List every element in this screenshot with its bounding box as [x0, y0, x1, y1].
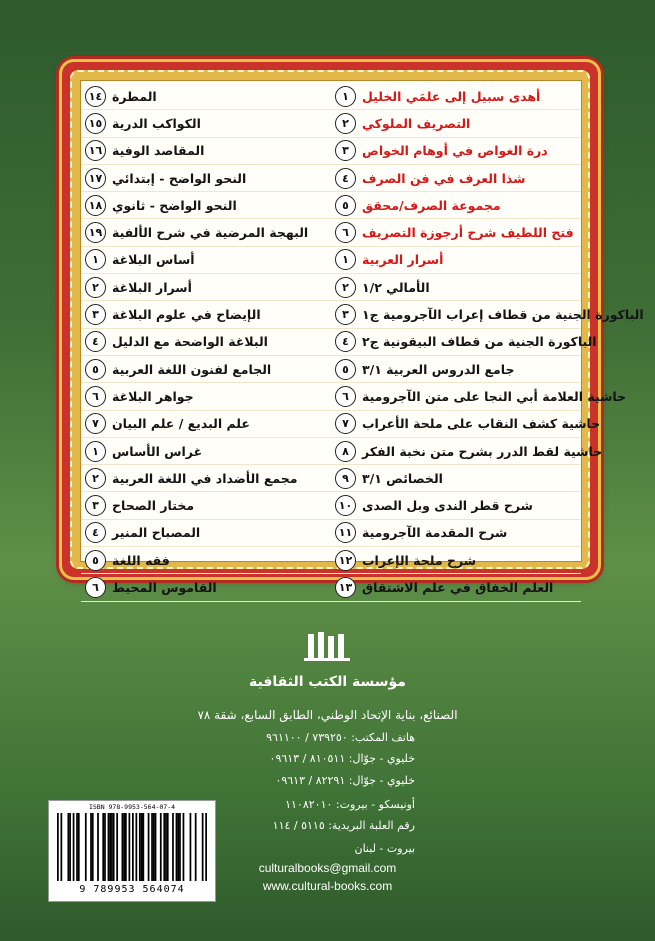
- mobile-phone-1: خليوي - جوّال: ٨١٠٥١١ / ٠٩٦١٣: [269, 752, 415, 765]
- book-title: الخصائص ٣/١: [362, 470, 443, 486]
- book-number-badge: ٦: [335, 386, 356, 407]
- book-number-badge: ٥: [85, 359, 106, 380]
- mobile-phone-2: خليوي - جوّال: ٨٢٢٩١ / ٠٩٦١٣: [275, 774, 415, 787]
- book-title: المصباح المنير: [112, 525, 201, 541]
- book-number-badge: ٩: [335, 468, 356, 489]
- book-title: جواهر البلاغة: [112, 388, 194, 404]
- publisher-name: مؤسسة الكتب الثقافية: [249, 674, 406, 690]
- book-row: [331, 574, 581, 601]
- book-title: العلم الخفاق في علم الاشتقاق: [362, 579, 554, 595]
- book-title: علم البديع / علم البيان: [112, 416, 250, 432]
- book-title: أساس البلاغة: [112, 252, 195, 268]
- book-row: [81, 520, 331, 547]
- book-row: [81, 219, 331, 246]
- book-number-badge: ٦: [85, 386, 106, 407]
- book-title: البهجة المرضية في شرح الألفية: [112, 225, 309, 241]
- book-number-badge: ١٥: [85, 113, 106, 134]
- book-number-badge: ٥: [335, 359, 356, 380]
- website-link[interactable]: www.cultural-books.com: [262, 879, 393, 893]
- email-address[interactable]: culturalbooks@gmail.com: [258, 861, 397, 875]
- book-row: [331, 547, 581, 574]
- book-title: جامع الدروس العربية ٣/١: [362, 361, 515, 377]
- book-title: مجموعة الصرف/محقق: [362, 197, 501, 213]
- book-row: [81, 492, 331, 519]
- book-title: غراس الأساس: [112, 443, 203, 459]
- book-number-badge: ١٤: [85, 86, 106, 107]
- book-row: [81, 356, 331, 383]
- book-row: [331, 383, 627, 410]
- barcode-bars: [57, 813, 207, 881]
- book-row: [81, 247, 331, 274]
- book-row: [81, 110, 331, 137]
- book-number-badge: ٣: [335, 140, 356, 161]
- book-title: المقاصد الوفية: [112, 143, 205, 159]
- book-title: البلاغة الواضحة مع الدليل: [112, 334, 268, 350]
- book-title: حاشية كشف النقاب على ملحة الأعراب: [362, 416, 601, 432]
- book-row: [81, 574, 331, 601]
- book-title: الأمالي ١/٢: [362, 279, 430, 295]
- book-number-badge: ٤: [335, 168, 356, 189]
- book-number-badge: ١٢: [335, 550, 356, 571]
- barcode: [48, 800, 216, 902]
- book-row: [81, 438, 331, 465]
- book-number-badge: ١١: [335, 522, 356, 543]
- left-book-column: [81, 83, 331, 602]
- book-row: [331, 356, 581, 383]
- book-number-badge: ١٦: [85, 140, 106, 161]
- book-title: أسرار البلاغة: [112, 279, 192, 295]
- book-number-badge: ٣: [85, 304, 106, 325]
- book-number-badge: ٦: [85, 577, 106, 598]
- office-phone: هاتف المكتب: ٧٣٩٢٥٠ / ٩٦١١٠٠: [266, 731, 415, 744]
- book-title: حاشية العلامة أبي النجا على متن الآجرومية: [362, 388, 627, 404]
- unesco-address: أونيسكو - بيروت: ١١٠٨٢٠١٠: [285, 798, 415, 811]
- book-row: [331, 274, 581, 301]
- book-row: [331, 301, 644, 328]
- book-title: درة الغواص في أوهام الخواص: [362, 143, 548, 159]
- book-title: مجمع الأضداد في اللغة العربية: [112, 470, 298, 486]
- book-row: [81, 83, 331, 110]
- book-title: الكواكب الدرية: [112, 115, 201, 131]
- book-title: مختار الصحاح: [112, 498, 195, 514]
- book-title: حاشية لقط الدرر بشرح متن نخبة الفكر: [362, 443, 603, 459]
- book-row: [81, 138, 331, 165]
- book-number-badge: ١٣: [335, 577, 356, 598]
- book-list-panel: [80, 80, 644, 595]
- book-title: شرح ملحة الإعراب: [362, 552, 477, 568]
- book-number-badge: ١: [85, 441, 106, 462]
- book-row: [331, 83, 581, 110]
- book-number-badge: ٢: [335, 113, 356, 134]
- book-row: [331, 329, 597, 356]
- book-number-badge: ١٧: [85, 168, 106, 189]
- book-number-badge: ١: [335, 86, 356, 107]
- book-title: شرح قطر الندى وبل الصدى: [362, 498, 533, 514]
- book-row: [331, 165, 581, 192]
- book-number-badge: ١٠: [335, 495, 356, 516]
- book-row: [81, 465, 331, 492]
- book-number-badge: ٤: [85, 522, 106, 543]
- book-title: التصريف الملوكي: [362, 115, 471, 131]
- book-number-badge: ٤: [85, 331, 106, 352]
- book-title: شذا العرف في فن الصرف: [362, 170, 526, 186]
- book-row: [331, 192, 581, 219]
- publisher-logo-icon: [300, 630, 356, 664]
- book-row: [81, 192, 331, 219]
- book-row: [331, 219, 581, 246]
- book-row: [81, 165, 331, 192]
- book-row: [331, 110, 581, 137]
- po-box: رقم العلبة البريدية: ٥١١٥ / ١١٤: [272, 819, 415, 832]
- book-row: [331, 411, 601, 438]
- book-row: [331, 465, 581, 492]
- book-row: [81, 547, 331, 574]
- book-title: فقه اللغة: [112, 552, 170, 568]
- book-number-badge: ٣: [85, 495, 106, 516]
- book-title: شرح المقدمة الآجرومية: [362, 525, 508, 541]
- book-number-badge: ٣: [335, 304, 356, 325]
- right-book-column: [331, 83, 644, 602]
- book-row: [81, 301, 331, 328]
- book-number-badge: ٢: [335, 277, 356, 298]
- book-title: الباكورة الجنية من قطاف إعراب الآجرومية ج١: [362, 307, 644, 323]
- book-number-badge: ٤: [335, 331, 356, 352]
- book-number-badge: ١٩: [85, 222, 106, 243]
- book-number-badge: ٥: [85, 550, 106, 571]
- book-number-badge: ٦: [335, 222, 356, 243]
- book-row: [81, 274, 331, 301]
- book-number-badge: ٥: [335, 195, 356, 216]
- book-number-badge: ١: [85, 249, 106, 270]
- book-title: الباكورة الجنية من قطاف البيقونية ج٢: [362, 334, 597, 350]
- book-number-badge: ٢: [85, 468, 106, 489]
- book-title: النحو الواضح - ثانوي: [112, 197, 237, 213]
- book-title: الجامع لفنون اللغة العربية: [112, 361, 272, 377]
- book-row: [331, 247, 581, 274]
- book-row: [331, 138, 581, 165]
- book-title: أهدى سبيل إلى علمَي الخليل: [362, 88, 541, 104]
- book-title: أسرار العربية: [362, 252, 444, 268]
- book-row: [331, 520, 581, 547]
- book-title: القاموس المحيط: [112, 579, 217, 595]
- book-row: [331, 438, 603, 465]
- book-number-badge: ٧: [85, 413, 106, 434]
- book-row: [81, 329, 331, 356]
- isbn-label: ISBN 978-9953-564-07-4: [88, 803, 176, 811]
- book-row: [81, 411, 331, 438]
- publisher-address: الصنائع، بناية الإتحاد الوطني، الطابق السابع، شقة ٧٨: [197, 708, 458, 722]
- book-number-badge: ٨: [335, 441, 356, 462]
- book-title: النحو الواضح - إبتدائي: [112, 170, 247, 186]
- book-number-badge: ٧: [335, 413, 356, 434]
- book-title: الإيضاح في علوم البلاغة: [112, 307, 261, 323]
- city: بيروت - لبنان: [354, 842, 415, 855]
- book-title: المطرة: [112, 88, 157, 104]
- book-row: [81, 383, 331, 410]
- book-number-badge: ١٨: [85, 195, 106, 216]
- book-number-badge: ١: [335, 249, 356, 270]
- barcode-digits: 9 789953 564074: [79, 884, 185, 895]
- book-title: فتح اللطيف شرح أرجوزة التصريف: [362, 225, 574, 241]
- book-number-badge: ٢: [85, 277, 106, 298]
- book-row: [331, 492, 581, 519]
